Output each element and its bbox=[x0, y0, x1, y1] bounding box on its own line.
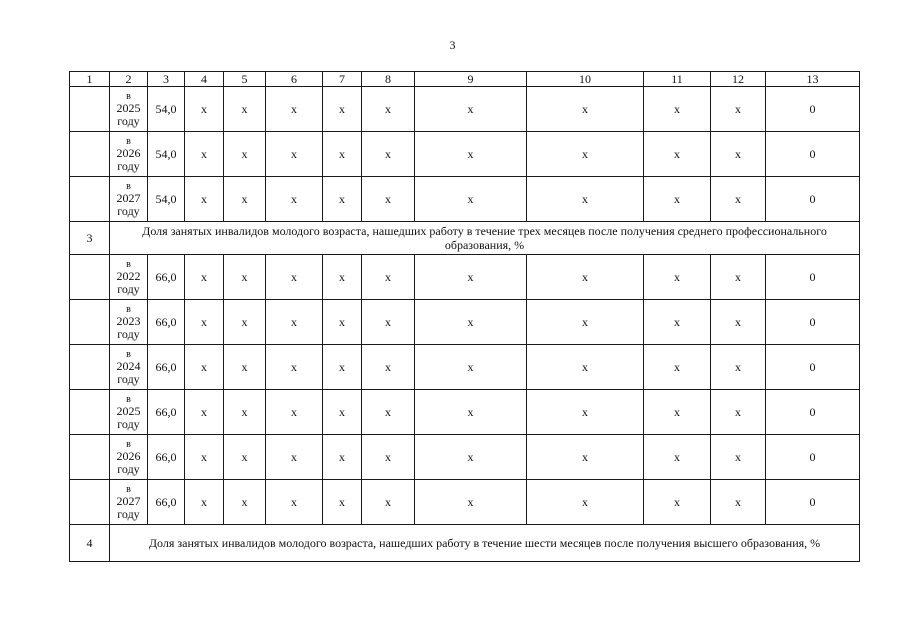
empty-number-cell bbox=[70, 87, 110, 132]
x-mark-cell: x bbox=[224, 255, 266, 300]
x-mark-cell: x bbox=[362, 87, 415, 132]
x-mark-cell: x bbox=[711, 177, 766, 222]
year-cell bbox=[110, 255, 148, 300]
column-number-cell: 4 bbox=[185, 72, 224, 87]
x-mark-cell: x bbox=[527, 300, 644, 345]
x-mark-cell: x bbox=[323, 480, 362, 525]
year-prefix: в bbox=[126, 303, 131, 315]
empty-number-cell bbox=[70, 132, 110, 177]
x-mark-cell: x bbox=[185, 435, 224, 480]
x-mark-cell: x bbox=[323, 300, 362, 345]
x-mark-cell: x bbox=[266, 300, 323, 345]
year-prefix: в bbox=[126, 483, 131, 495]
year-prefix: в bbox=[126, 90, 131, 102]
x-mark-cell: x bbox=[415, 435, 527, 480]
x-mark-cell: x bbox=[266, 132, 323, 177]
empty-number-cell bbox=[70, 390, 110, 435]
indicator-value-cell: 54,0 bbox=[148, 87, 185, 132]
x-mark-cell: x bbox=[323, 132, 362, 177]
year-prefix: в bbox=[126, 438, 131, 450]
indicator-value-cell: 66,0 bbox=[148, 480, 185, 525]
x-mark-cell: x bbox=[711, 435, 766, 480]
x-mark-cell: x bbox=[362, 300, 415, 345]
x-mark-cell: x bbox=[415, 177, 527, 222]
x-mark-cell: x bbox=[711, 345, 766, 390]
section-number: 3 bbox=[70, 222, 110, 255]
x-mark-cell: x bbox=[415, 390, 527, 435]
year-value: 2023 bbox=[116, 313, 141, 328]
x-mark-cell: x bbox=[644, 345, 711, 390]
section-title: Доля занятых инвалидов молодого возраста, нашедших работу в течение трех месяцев после получения среднего профессионального образования, % bbox=[110, 222, 860, 255]
total-cell: 0 bbox=[766, 300, 860, 345]
x-mark-cell: x bbox=[527, 435, 644, 480]
x-mark-cell: x bbox=[527, 87, 644, 132]
indicator-value-cell: 66,0 bbox=[148, 345, 185, 390]
total-cell: 0 bbox=[766, 390, 860, 435]
x-mark-cell: x bbox=[644, 255, 711, 300]
x-mark-cell: x bbox=[644, 435, 711, 480]
year-cell bbox=[110, 390, 148, 435]
year-value: 2025 bbox=[116, 403, 141, 418]
indicator-value-cell: 66,0 bbox=[148, 435, 185, 480]
x-mark-cell: x bbox=[266, 255, 323, 300]
x-mark-cell: x bbox=[266, 435, 323, 480]
year-cell bbox=[110, 132, 148, 177]
x-mark-cell: x bbox=[415, 255, 527, 300]
column-number-cell: 6 bbox=[266, 72, 323, 87]
year-suffix: году bbox=[117, 371, 140, 386]
year-row bbox=[70, 132, 860, 177]
x-mark-cell: x bbox=[224, 435, 266, 480]
x-mark-cell: x bbox=[224, 132, 266, 177]
x-mark-cell: x bbox=[323, 255, 362, 300]
empty-number-cell bbox=[70, 345, 110, 390]
column-number-cell: 1 bbox=[70, 72, 110, 87]
year-prefix: в bbox=[126, 180, 131, 192]
year-suffix: году bbox=[117, 281, 140, 296]
year-row bbox=[70, 300, 860, 345]
x-mark-cell: x bbox=[527, 255, 644, 300]
x-mark-cell: x bbox=[266, 390, 323, 435]
column-number-cell: 10 bbox=[527, 72, 644, 87]
x-mark-cell: x bbox=[644, 390, 711, 435]
x-mark-cell: x bbox=[711, 132, 766, 177]
year-cell bbox=[110, 435, 148, 480]
year-value: 2027 bbox=[116, 190, 141, 205]
column-number-cell: 3 bbox=[148, 72, 185, 87]
year-row bbox=[70, 390, 860, 435]
x-mark-cell: x bbox=[323, 390, 362, 435]
column-number-cell: 2 bbox=[110, 72, 148, 87]
year-suffix: году bbox=[117, 416, 140, 431]
year-suffix: году bbox=[117, 461, 140, 476]
column-number-cell: 12 bbox=[711, 72, 766, 87]
x-mark-cell: x bbox=[224, 87, 266, 132]
column-number-cell: 5 bbox=[224, 72, 266, 87]
x-mark-cell: x bbox=[362, 177, 415, 222]
year-suffix: году bbox=[117, 506, 140, 521]
indicator-value-cell: 54,0 bbox=[148, 132, 185, 177]
year-row bbox=[70, 177, 860, 222]
column-number-cell: 9 bbox=[415, 72, 527, 87]
year-cell bbox=[110, 480, 148, 525]
x-mark-cell: x bbox=[527, 132, 644, 177]
year-value: 2027 bbox=[116, 493, 141, 508]
x-mark-cell: x bbox=[266, 345, 323, 390]
empty-number-cell bbox=[70, 480, 110, 525]
year-prefix: в bbox=[126, 348, 131, 360]
x-mark-cell: x bbox=[711, 390, 766, 435]
x-mark-cell: x bbox=[185, 300, 224, 345]
total-cell: 0 bbox=[766, 345, 860, 390]
x-mark-cell: x bbox=[185, 177, 224, 222]
year-suffix: году bbox=[117, 203, 140, 218]
year-suffix: году bbox=[117, 113, 140, 128]
year-value: 2025 bbox=[116, 100, 141, 115]
x-mark-cell: x bbox=[711, 300, 766, 345]
x-mark-cell: x bbox=[415, 87, 527, 132]
column-number-row bbox=[70, 72, 860, 87]
x-mark-cell: x bbox=[266, 87, 323, 132]
total-cell: 0 bbox=[766, 255, 860, 300]
indicator-value-cell: 66,0 bbox=[148, 300, 185, 345]
column-number-cell: 13 bbox=[766, 72, 860, 87]
indicator-value-cell: 66,0 bbox=[148, 255, 185, 300]
x-mark-cell: x bbox=[185, 345, 224, 390]
x-mark-cell: x bbox=[185, 132, 224, 177]
x-mark-cell: x bbox=[323, 345, 362, 390]
x-mark-cell: x bbox=[362, 435, 415, 480]
x-mark-cell: x bbox=[362, 390, 415, 435]
x-mark-cell: x bbox=[415, 480, 527, 525]
year-cell bbox=[110, 345, 148, 390]
x-mark-cell: x bbox=[415, 132, 527, 177]
total-cell: 0 bbox=[766, 132, 860, 177]
x-mark-cell: x bbox=[415, 300, 527, 345]
x-mark-cell: x bbox=[224, 177, 266, 222]
x-mark-cell: x bbox=[644, 177, 711, 222]
year-row bbox=[70, 345, 860, 390]
year-value: 2022 bbox=[116, 268, 141, 283]
page-number: 3 bbox=[449, 38, 456, 52]
section-row bbox=[70, 222, 860, 255]
year-row bbox=[70, 435, 860, 480]
x-mark-cell: x bbox=[224, 480, 266, 525]
x-mark-cell: x bbox=[415, 345, 527, 390]
year-row bbox=[70, 87, 860, 132]
x-mark-cell: x bbox=[185, 87, 224, 132]
x-mark-cell: x bbox=[711, 255, 766, 300]
total-cell: 0 bbox=[766, 87, 860, 132]
section-number: 4 bbox=[70, 525, 110, 562]
x-mark-cell: x bbox=[527, 177, 644, 222]
section-row bbox=[70, 525, 860, 562]
column-number-cell: 8 bbox=[362, 72, 415, 87]
year-value: 2026 bbox=[116, 448, 141, 463]
total-cell: 0 bbox=[766, 177, 860, 222]
column-number-cell: 7 bbox=[323, 72, 362, 87]
x-mark-cell: x bbox=[711, 480, 766, 525]
empty-number-cell bbox=[70, 177, 110, 222]
indicator-value-cell: 54,0 bbox=[148, 177, 185, 222]
year-prefix: в bbox=[126, 258, 131, 270]
indicator-table bbox=[69, 71, 860, 562]
section-title: Доля занятых инвалидов молодого возраста, нашедших работу в течение шести месяцев после получения высшего образования, % bbox=[110, 525, 860, 562]
year-prefix: в bbox=[126, 135, 131, 147]
x-mark-cell: x bbox=[224, 300, 266, 345]
x-mark-cell: x bbox=[224, 390, 266, 435]
x-mark-cell: x bbox=[644, 87, 711, 132]
x-mark-cell: x bbox=[644, 300, 711, 345]
x-mark-cell: x bbox=[323, 435, 362, 480]
x-mark-cell: x bbox=[185, 255, 224, 300]
year-prefix: в bbox=[126, 393, 131, 405]
year-row bbox=[70, 255, 860, 300]
x-mark-cell: x bbox=[323, 177, 362, 222]
x-mark-cell: x bbox=[644, 132, 711, 177]
year-cell bbox=[110, 177, 148, 222]
empty-number-cell bbox=[70, 300, 110, 345]
empty-number-cell bbox=[70, 255, 110, 300]
empty-number-cell bbox=[70, 435, 110, 480]
x-mark-cell: x bbox=[362, 132, 415, 177]
table-body bbox=[70, 72, 860, 562]
column-number-cell: 11 bbox=[644, 72, 711, 87]
x-mark-cell: x bbox=[527, 480, 644, 525]
year-value: 2024 bbox=[116, 358, 141, 373]
x-mark-cell: x bbox=[362, 345, 415, 390]
x-mark-cell: x bbox=[644, 480, 711, 525]
x-mark-cell: x bbox=[711, 87, 766, 132]
x-mark-cell: x bbox=[266, 480, 323, 525]
year-suffix: году bbox=[117, 158, 140, 173]
x-mark-cell: x bbox=[362, 480, 415, 525]
year-cell bbox=[110, 300, 148, 345]
x-mark-cell: x bbox=[362, 255, 415, 300]
indicator-value-cell: 66,0 bbox=[148, 390, 185, 435]
year-cell bbox=[110, 87, 148, 132]
x-mark-cell: x bbox=[224, 345, 266, 390]
x-mark-cell: x bbox=[323, 87, 362, 132]
year-suffix: году bbox=[117, 326, 140, 341]
total-cell: 0 bbox=[766, 480, 860, 525]
year-value: 2026 bbox=[116, 145, 141, 160]
x-mark-cell: x bbox=[527, 390, 644, 435]
x-mark-cell: x bbox=[527, 345, 644, 390]
total-cell: 0 bbox=[766, 435, 860, 480]
year-row bbox=[70, 480, 860, 525]
x-mark-cell: x bbox=[185, 480, 224, 525]
x-mark-cell: x bbox=[185, 390, 224, 435]
x-mark-cell: x bbox=[266, 177, 323, 222]
